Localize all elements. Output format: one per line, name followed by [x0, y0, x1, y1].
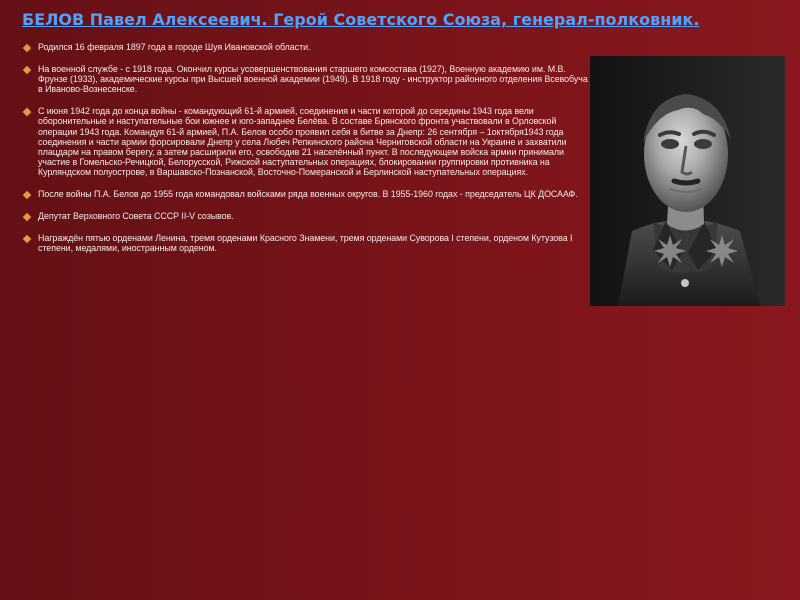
portrait-illustration [590, 56, 785, 306]
page-title: БЕЛОВ Павел Алексеевич. Герой Советского Союза, генерал-полковник. [22, 10, 700, 29]
biography-item-awards [24, 233, 590, 253]
diamond-bullet-icon [23, 66, 31, 74]
diamond-bullet-icon [23, 191, 31, 199]
biography-text: Депутат Верховного Совета СССР II-V созывов. [38, 211, 234, 222]
portrait-photo [590, 56, 785, 306]
biography-item-birth [24, 42, 590, 52]
biography-text: С июня 1942 года до конца войны - командующий 61-й армией, соединения и части которой до середины 1943 года вели оборонительные и наступательные бои южнее и юго-западнее Белёва. В составе Брянского фронта участвовали в Орловской операции 1943 года. Командуя 61-й армией, П.А. Белов особо проявил себя в битве за Днепр: 26 сентября – 1октября1943 года соединения и части армии форсировали Днепр у села Любеч Репкинского района Черниговской области на Украине и захватили плацдарм на правом берегу, а затем расширили его, освободив 21 населённый пункт. В последующем войска армии принимали участие в Гомельско-Речицкой, Белорусской, Рижской наступательных операциях, блокировании группировки противника на Курляндском полуострове, в Варшавско-Познанской, Восточно-Померанской и Берлинской наступательных операциях. [38, 106, 567, 177]
biography-text: Родился 16 февраля 1897 года в городе Шуя Ивановской области. [38, 42, 311, 52]
biography-list [24, 42, 590, 265]
diamond-bullet-icon [23, 213, 31, 221]
diamond-bullet-icon [23, 44, 31, 52]
biography-text: После войны П.А. Белов до 1955 года командовал войсками ряда военных округов. В 1955-1960 годах - председатель ЦК ДОСААФ. [38, 189, 578, 200]
biography-item-1942-1945 [24, 106, 590, 177]
biography-item-service [24, 64, 590, 94]
biography-item-postwar [24, 189, 590, 199]
biography-item-deputy [24, 211, 590, 221]
biography-text: На военной службе - с 1918 года. Окончил курсы усовершенствования старшего комсостава (1927), Военную академию им. М.В. Фрунзе (1933), академические курсы при Высшей военной академии (1949). В 1918 году - инструктор районного отделения Всевобуча в Иваново-Вознесенске. [38, 64, 588, 95]
diamond-bullet-icon [23, 235, 31, 243]
diamond-bullet-icon [23, 108, 31, 116]
biography-text: Награждён пятью орденами Ленина, тремя орденами Красного Знамени, тремя орденами Суворова I степени, орденом Кутузова I степени, медалями, иностранным орденом. [38, 233, 573, 254]
